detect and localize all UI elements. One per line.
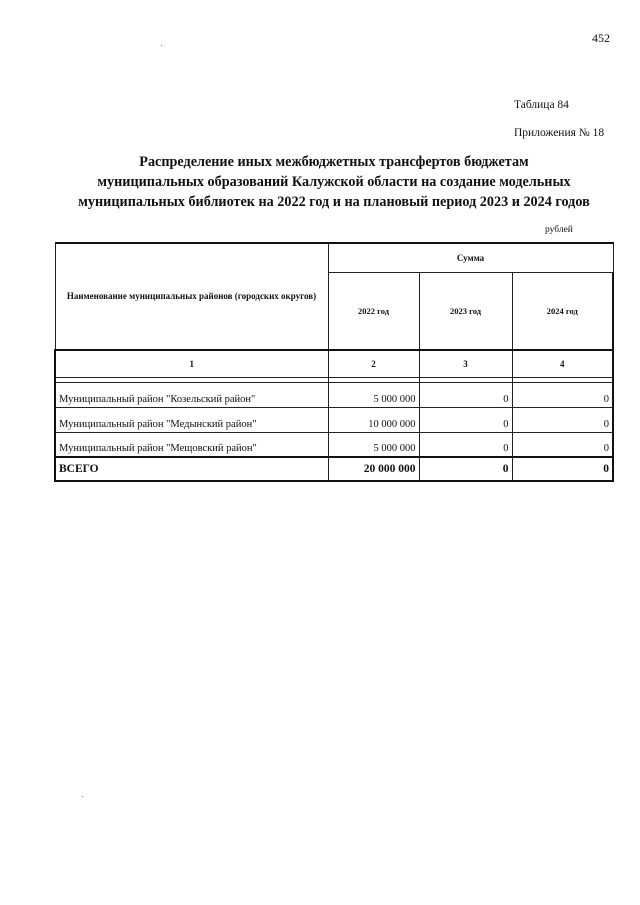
total-2022: 20 000 000 bbox=[328, 457, 419, 481]
amount-2022: 10 000 000 bbox=[328, 407, 419, 432]
column-number: 3 bbox=[419, 350, 512, 377]
column-number: 1 bbox=[55, 350, 328, 377]
amount-2022: 5 000 000 bbox=[328, 382, 419, 407]
sum-column-header: Сумма bbox=[328, 243, 613, 272]
transfers-table bbox=[54, 242, 614, 482]
table-row bbox=[55, 432, 613, 457]
scan-speck bbox=[82, 796, 83, 797]
amount-2023: 0 bbox=[419, 382, 512, 407]
name-column-header: Наименование муниципальных районов (городских округов) bbox=[55, 243, 328, 350]
page-number: 452 bbox=[592, 31, 610, 45]
amount-2024: 0 bbox=[512, 407, 613, 432]
total-2023: 0 bbox=[419, 457, 512, 481]
title-line-1: Распределение иных межбюджетных трансфертов бюджетам bbox=[139, 154, 529, 170]
table-row bbox=[55, 407, 613, 432]
year-header-2022: 2022 год bbox=[328, 272, 419, 350]
amount-2024: 0 bbox=[512, 432, 613, 457]
table-row bbox=[55, 382, 613, 407]
column-number-row bbox=[55, 350, 613, 377]
total-label: ВСЕГО bbox=[55, 457, 328, 481]
amount-2023: 0 bbox=[419, 432, 512, 457]
units-label: рублей bbox=[545, 225, 573, 235]
appendix-label: Приложения № 18 bbox=[514, 127, 605, 139]
column-number: 2 bbox=[328, 350, 419, 377]
year-header-2024: 2024 год bbox=[512, 272, 613, 350]
district-name: Муниципальный район "Козельский район" bbox=[55, 382, 328, 407]
title-line-3: муниципальных библиотек на 2022 год и на плановый период 2023 и 2024 годов bbox=[78, 194, 590, 210]
year-header-2023: 2023 год bbox=[419, 272, 512, 350]
title-line-2: муниципальных образований Калужской области на создание модельных bbox=[97, 174, 571, 190]
total-2024: 0 bbox=[512, 457, 613, 481]
amount-2023: 0 bbox=[419, 407, 512, 432]
district-name: Муниципальный район "Медынский район" bbox=[55, 407, 328, 432]
header-row-top bbox=[55, 243, 613, 272]
document-title bbox=[40, 152, 628, 212]
amount-2022: 5 000 000 bbox=[328, 432, 419, 457]
amount-2024: 0 bbox=[512, 382, 613, 407]
total-row bbox=[55, 457, 613, 481]
district-name: Муниципальный район "Мещовский район" bbox=[55, 432, 328, 457]
table-label: Таблица 84 bbox=[514, 99, 569, 111]
column-number: 4 bbox=[512, 350, 613, 377]
scan-speck bbox=[161, 45, 162, 46]
